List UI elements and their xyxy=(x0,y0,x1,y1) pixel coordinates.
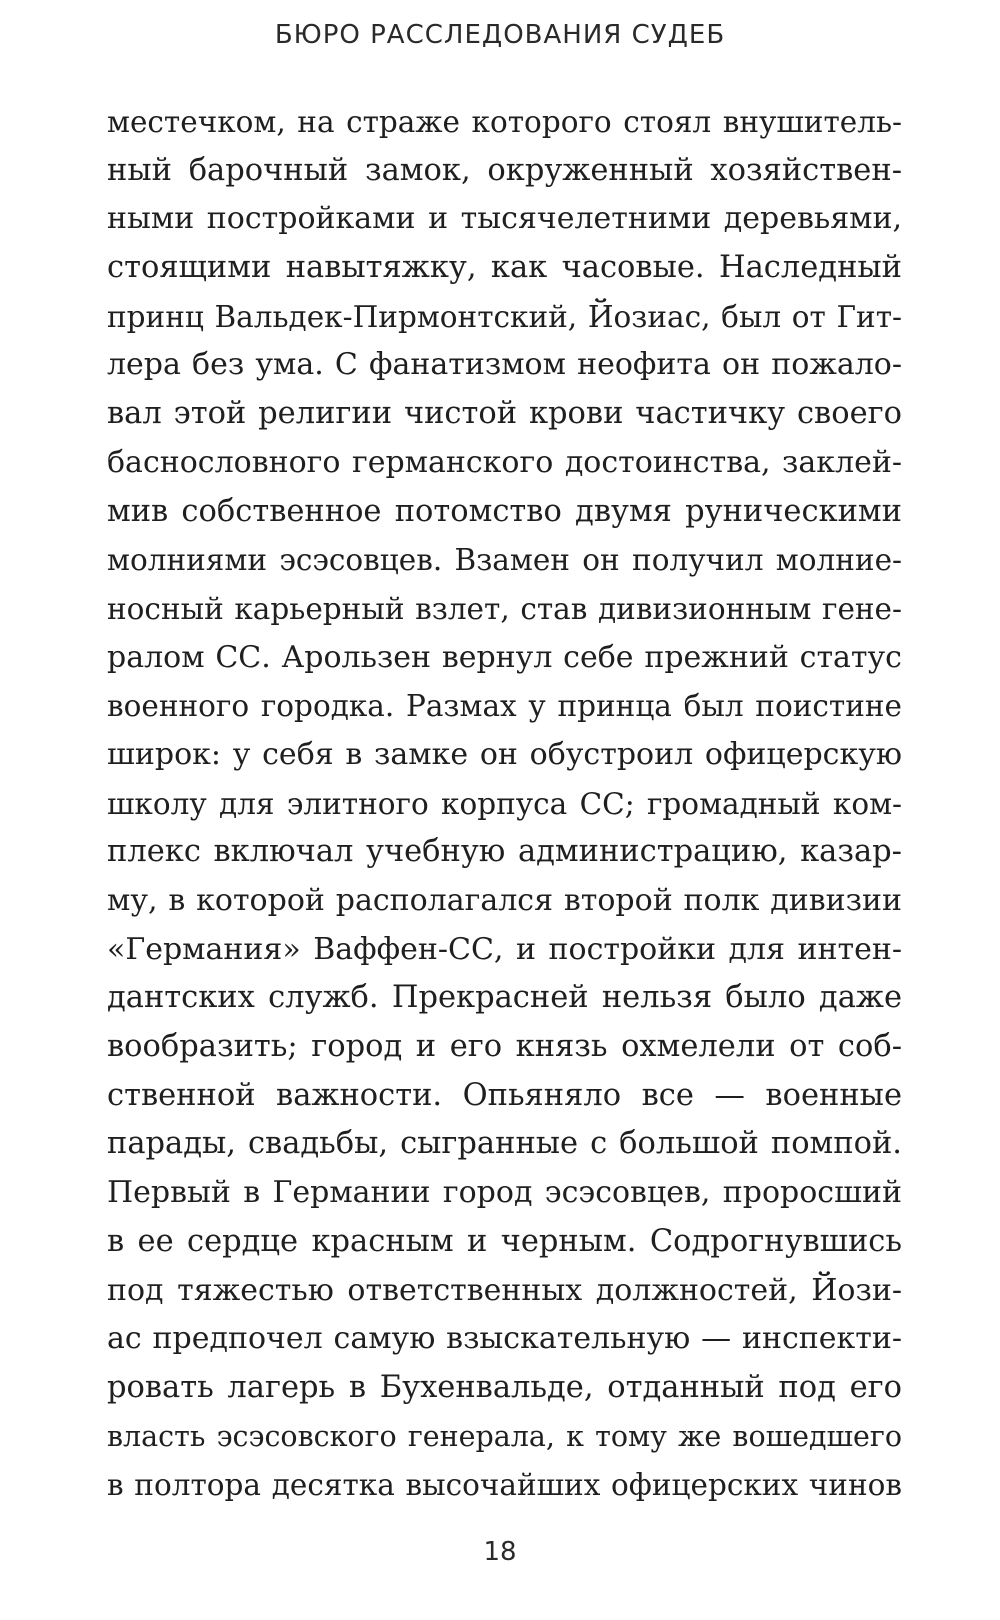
text-line: носный карьерный взлет, став дивизионным гене- xyxy=(107,591,902,626)
text-line: ными постройками и тысячелетними деревьями, xyxy=(107,201,902,237)
text-line: принц Вальдек-Пирмонтский, Йозиас, был от Гит- xyxy=(107,299,902,334)
text-line: широк: у себя в замке он обустроил офицерскую xyxy=(107,736,902,772)
text-line: му, в которой располагался второй полк дивизии xyxy=(107,883,902,918)
text-line: Первый в Германии город эсэсовцев, проросший xyxy=(107,1175,902,1211)
body-text xyxy=(107,98,902,1510)
text-line: вообразить; город и его князь охмелели от соб- xyxy=(107,1029,902,1065)
text-line: дантских служб. Прекрасней нельзя было даже xyxy=(107,980,902,1016)
text-line: молниями эсэсовцев. Взамен он получил молние- xyxy=(107,543,902,578)
text-line: парады, свадьбы, сыгранные с большой помпой. xyxy=(107,1126,902,1162)
page-number: 18 xyxy=(483,1537,517,1567)
text-line: баснословного германского достоинства, заклей- xyxy=(107,444,902,480)
text-line: стоящими навытяжку, как часовые. Наследный xyxy=(107,250,902,286)
text-line: в ее сердце красным и черным. Содрогнувшись xyxy=(107,1223,902,1259)
text-line: «Германия» Ваффен-СС, и постройки для интен- xyxy=(107,931,902,967)
text-line: мив собственное потомство двумя руническими xyxy=(107,493,902,529)
text-line: лера без ума. С фанатизмом неофита он пожало- xyxy=(107,347,902,383)
text-line: местечком, на страже которого стоял внушитель- xyxy=(107,105,902,139)
text-line: ас предпочел самую взыскательную — инспекти- xyxy=(107,1321,902,1357)
text-line: власть эсэсовского генерала, к тому же вошедшего xyxy=(107,1419,902,1453)
text-line: в полтора десятка высочайших офицерских чинов xyxy=(107,1468,902,1503)
text-line: ровать лагерь в Бухенвальде, отданный под его xyxy=(107,1369,902,1405)
text-line: вал этой религии чистой крови частичку своего xyxy=(107,396,902,432)
text-line: ный барочный замок, окруженный хозяйствен- xyxy=(107,152,902,188)
text-line: ралом СС. Арользен вернул себе прежний статус xyxy=(107,639,902,675)
text-line: под тяжестью ответственных должностей, Йози- xyxy=(107,1272,902,1308)
text-line: школу для элитного корпуса СС; громадный ком- xyxy=(107,786,902,821)
text-line: военного городка. Размах у принца был поистине xyxy=(107,689,902,724)
text-line: плекс включал учебную администрацию, казар- xyxy=(107,834,902,870)
running-head-title: БЮРО РАССЛЕДОВАНИЯ СУДЕБ xyxy=(274,20,726,50)
text-line: ственной важности. Опьяняло все — военные xyxy=(107,1077,902,1113)
